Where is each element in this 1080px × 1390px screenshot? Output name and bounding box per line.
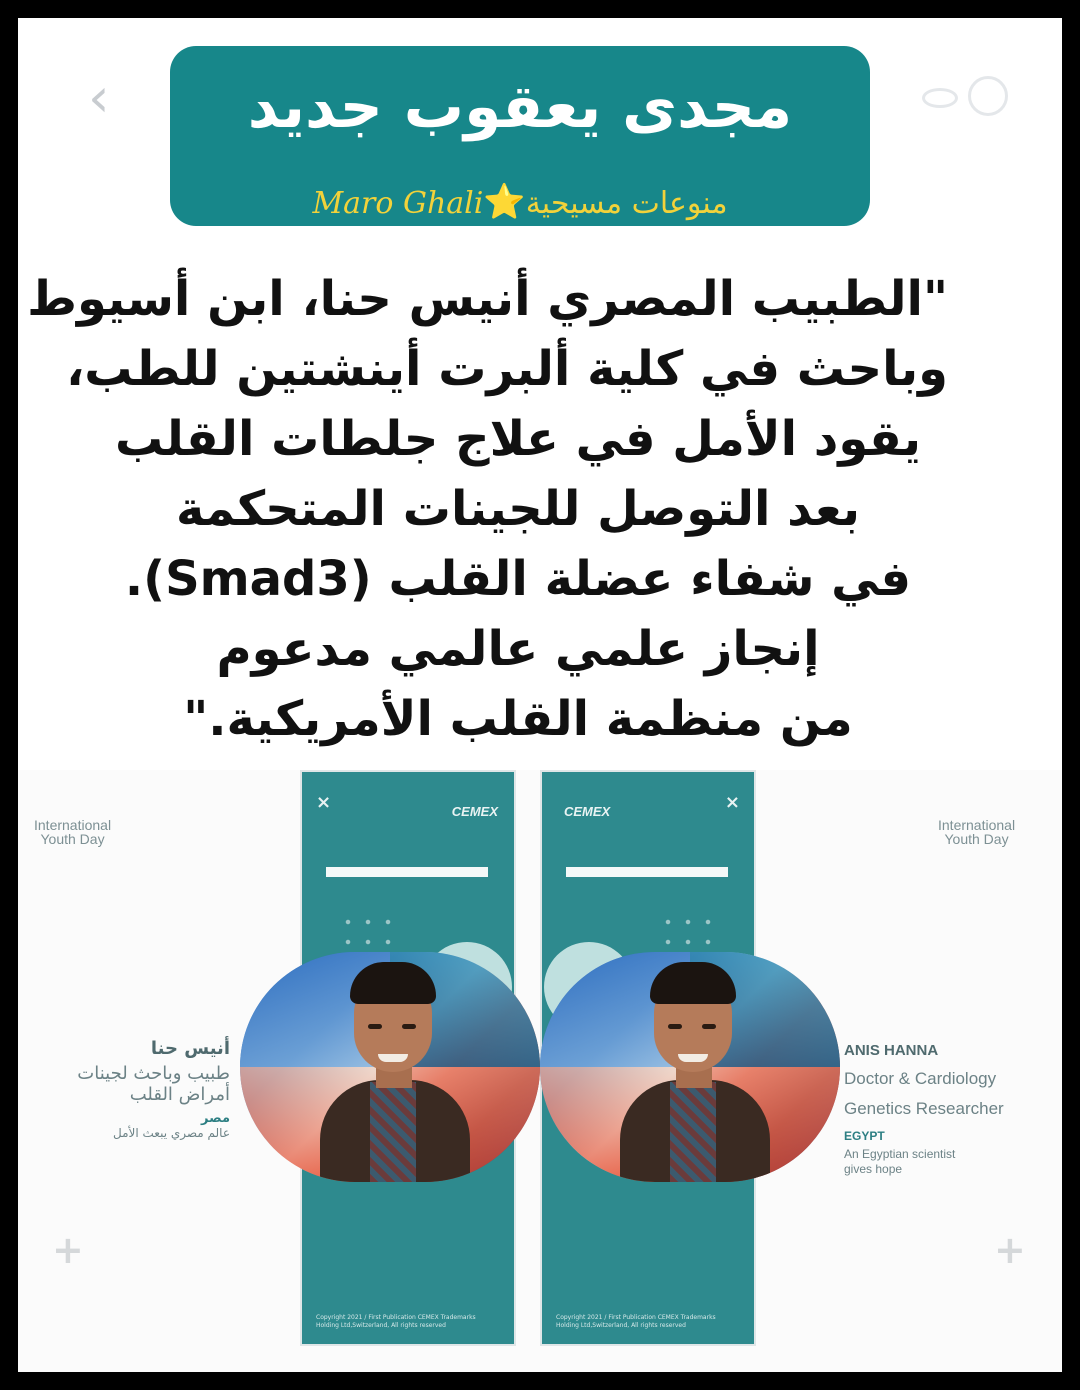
portrait-right <box>540 952 840 1182</box>
plus-icon-right: + <box>994 1228 1026 1272</box>
top-right-icons <box>922 70 1012 130</box>
iyd-label-left <box>34 818 111 846</box>
banner-subtitle <box>170 182 870 222</box>
country-ar: مصر <box>201 1111 230 1126</box>
name-en: ANIS HANNA <box>844 1042 939 1059</box>
close-icon: × <box>316 792 332 813</box>
iyd-line2: Youth Day <box>944 831 1009 847</box>
role-en-2: Genetics Researcher <box>844 1099 1004 1118</box>
rotate-icon[interactable] <box>968 76 1008 116</box>
header-bar <box>326 867 488 877</box>
star-icon: ⭐ <box>483 182 526 222</box>
tagline-en-1: An Egyptian scientist <box>844 1147 956 1161</box>
info-english <box>844 1042 1004 1177</box>
cemex-logo: CEMEX <box>451 804 498 819</box>
iyd-line1: International <box>34 817 112 833</box>
portrait-left <box>240 952 540 1182</box>
role-ar-2: أمراض القلب <box>129 1084 230 1105</box>
person-photo <box>330 962 460 1182</box>
quote-line: من منظمة القلب الأمريكية." <box>183 691 853 747</box>
close-icon: × <box>724 792 740 813</box>
title-banner <box>170 46 870 226</box>
cemex-logo: CEMEX <box>564 804 611 819</box>
role-en-1: Doctor & Cardiology <box>844 1069 997 1088</box>
quote-line: "الطبيب المصري أنيس حنا، ابن أسيوط <box>27 271 948 327</box>
copyright-text: Copyright 2021 / First Publication CEMEX Trademarks Holding Ltd,Switzerland, All rights reserved <box>316 1314 476 1329</box>
iyd-label-right <box>938 818 1015 846</box>
name-ar: أنيس حنا <box>150 1038 230 1059</box>
banner-title: مجدى يعقوب جديد <box>247 72 793 142</box>
role-ar-1: طبيب وباحث لجينات <box>77 1063 230 1084</box>
iyd-line2: Youth Day <box>40 831 105 847</box>
plus-icon-left: + <box>52 1228 84 1272</box>
info-arabic <box>77 1038 230 1140</box>
poster-image <box>18 770 1062 1372</box>
copyright-text: Copyright 2021 / First Publication CEMEX Trademarks Holding Ltd,Switzerland, All rights reserved <box>556 1314 716 1329</box>
image-frame <box>18 18 1062 1372</box>
quote-line: وباحث في كلية ألبرت أينشتين للطب، <box>66 341 948 397</box>
header-bar <box>566 867 728 877</box>
quote-text <box>27 264 948 754</box>
tagline-ar: عالم مصري يبعث الأمل <box>113 1126 230 1140</box>
subtitle-arabic: منوعات مسيحية <box>525 186 728 221</box>
back-chevron-icon[interactable]: ‹ <box>88 66 110 129</box>
ring-icon <box>922 88 958 108</box>
quote-line: في شفاء عضلة القلب (Smad3). <box>124 551 912 607</box>
quote-line: بعد التوصل للجينات المتحكمة <box>175 481 861 537</box>
subtitle-latin: Maro Ghali <box>312 186 484 221</box>
tagline-en-2: gives hope <box>844 1162 903 1176</box>
quote-line: إنجاز علمي عالمي مدعوم <box>216 621 820 677</box>
iyd-line1: International <box>938 817 1016 833</box>
country-en: EGYPT <box>844 1129 885 1143</box>
quote-line: يقود الأمل في علاج جلطات القلب <box>114 411 922 467</box>
person-photo <box>630 962 760 1182</box>
